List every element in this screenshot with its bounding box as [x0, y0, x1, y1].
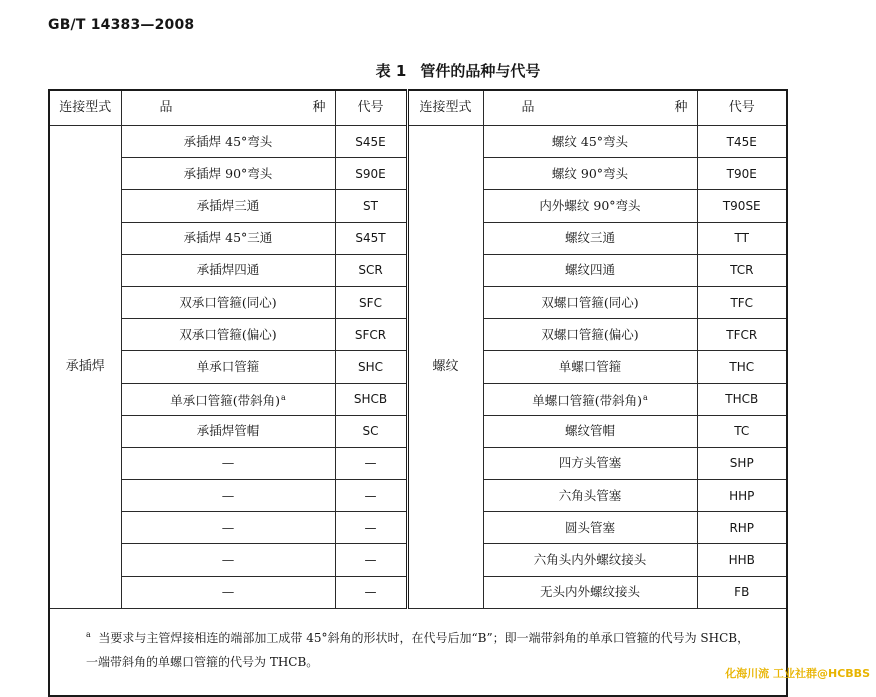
variety-code-right: RHP — [697, 512, 787, 544]
table-title-text: 管件的品种与代号 — [420, 62, 541, 80]
footnote-mark: a — [86, 629, 91, 639]
variety-code-right: HHP — [697, 480, 787, 512]
variety-name-text: 承插焊 90°弯头 — [183, 165, 273, 181]
variety-code-right: FB — [697, 576, 787, 608]
footnote-text: 当要求与主管焊接相连的端部加工成带 45°斜角的形状时，在代号后加“B”；即一端带斜角的单承口管箍的代号为 SHCB，一端带斜角的单螺口管箍的代号为 THCB。 — [86, 630, 750, 669]
table-header-row — [49, 90, 787, 126]
variety-name-right — [483, 383, 697, 415]
variety-code-right: T90SE — [697, 190, 787, 222]
variety-code-right: TCR — [697, 254, 787, 286]
variety-name — [121, 254, 335, 286]
variety-name-text: 螺纹四通 — [564, 262, 615, 278]
variety-name-text: 承插焊管帽 — [196, 423, 260, 439]
footnote-ref: a — [642, 392, 648, 402]
variety-code: — — [335, 576, 407, 608]
variety-code-right: TT — [697, 222, 787, 254]
variety-name — [121, 286, 335, 318]
variety-name-right — [483, 447, 697, 479]
variety-name-text: 双螺口管箍(偏心) — [541, 326, 639, 342]
variety-name-text: — — [221, 519, 235, 535]
variety-name-text: 螺纹 45°弯头 — [551, 133, 629, 149]
footnote — [49, 608, 787, 696]
variety-name-text: — — [221, 552, 235, 568]
variety-name — [121, 512, 335, 544]
variety-name-text: 双螺口管箍(同心) — [541, 294, 639, 310]
variety-name — [121, 158, 335, 190]
variety-name-text: 六角头管塞 — [558, 487, 622, 503]
variety-code: SC — [335, 415, 407, 447]
variety-code: SHC — [335, 351, 407, 383]
variety-name-text: 双承口管箍(同心) — [179, 294, 277, 310]
variety-name — [121, 319, 335, 351]
variety-name-right — [483, 126, 697, 158]
variety-name-text: 无头内外螺纹接头 — [539, 584, 640, 600]
col-head-code: 代号 — [335, 90, 407, 126]
variety-code: SCR — [335, 254, 407, 286]
variety-name-text: 单螺口管箍(带斜角) — [532, 392, 642, 408]
standard-code: GB/T 14383—2008 — [48, 17, 195, 33]
variety-name — [121, 415, 335, 447]
variety-name-text: 四方头管塞 — [558, 455, 622, 471]
variety-name-text: 单承口管箍(带斜角) — [170, 392, 280, 408]
watermark: 化海川流 工业社群@HCBBS — [725, 667, 870, 680]
variety-code: — — [335, 480, 407, 512]
variety-name-text: 承插焊三通 — [196, 197, 260, 213]
col-head-variety-right: 品 种 — [483, 90, 697, 126]
variety-name-right — [483, 576, 697, 608]
variety-name-text: — — [221, 584, 235, 600]
variety-name-text: 螺纹 90°弯头 — [551, 165, 629, 181]
variety-name-right — [483, 319, 697, 351]
variety-name-right — [483, 512, 697, 544]
col-head-connection-right: 连接型式 — [407, 90, 483, 126]
variety-name — [121, 480, 335, 512]
table-title — [0, 60, 876, 81]
variety-name-text: 内外螺纹 90°弯头 — [539, 197, 641, 213]
variety-name — [121, 576, 335, 608]
variety-name-text: 双承口管箍(偏心) — [179, 326, 277, 342]
table-number: 表 1 — [375, 62, 407, 80]
variety-name-text: 六角头内外螺纹接头 — [533, 552, 647, 568]
variety-name — [121, 544, 335, 576]
col-head-connection: 连接型式 — [49, 90, 121, 126]
variety-name — [121, 383, 335, 415]
variety-code-right: TC — [697, 415, 787, 447]
variety-name-text: 单螺口管箍 — [558, 358, 622, 374]
variety-name-text: 单承口管箍 — [196, 358, 260, 374]
footnote-ref: a — [280, 392, 286, 402]
variety-name — [121, 126, 335, 158]
variety-name — [121, 222, 335, 254]
group-label-left: 承插焊 — [49, 126, 121, 609]
footnote-row — [49, 608, 787, 696]
variety-name-text: — — [221, 487, 235, 503]
variety-name — [121, 351, 335, 383]
table-row — [49, 126, 787, 158]
variety-code: S45E — [335, 126, 407, 158]
variety-name-right — [483, 254, 697, 286]
variety-code-right: THC — [697, 351, 787, 383]
variety-name-right — [483, 544, 697, 576]
variety-code: SFC — [335, 286, 407, 318]
group-label-right: 螺纹 — [407, 126, 483, 609]
variety-name-right — [483, 351, 697, 383]
variety-name-text: 承插焊四通 — [196, 262, 260, 278]
variety-name-right — [483, 190, 697, 222]
variety-code-right: T45E — [697, 126, 787, 158]
variety-code: S45T — [335, 222, 407, 254]
variety-code: SHCB — [335, 383, 407, 415]
variety-code-right: TFCR — [697, 319, 787, 351]
variety-name-text: 圆头管塞 — [564, 519, 615, 535]
variety-name-text: 螺纹管帽 — [564, 423, 615, 439]
fittings-table — [48, 89, 788, 697]
variety-name-right — [483, 415, 697, 447]
variety-name-right — [483, 286, 697, 318]
variety-code: S90E — [335, 158, 407, 190]
variety-name-text: — — [221, 455, 235, 471]
col-head-variety: 品 种 — [121, 90, 335, 126]
variety-code: — — [335, 512, 407, 544]
variety-code: — — [335, 447, 407, 479]
variety-code: SFCR — [335, 319, 407, 351]
variety-name-right — [483, 222, 697, 254]
variety-name — [121, 190, 335, 222]
variety-code-right: SHP — [697, 447, 787, 479]
variety-code-right: T90E — [697, 158, 787, 190]
variety-name-right — [483, 480, 697, 512]
variety-name-text: 承插焊 45°弯头 — [183, 133, 273, 149]
variety-code: — — [335, 544, 407, 576]
variety-code-right: THCB — [697, 383, 787, 415]
variety-code-right: TFC — [697, 286, 787, 318]
col-head-code-right: 代号 — [697, 90, 787, 126]
variety-name-text: 承插焊 45°三通 — [183, 230, 273, 246]
variety-name-text: 螺纹三通 — [564, 230, 615, 246]
variety-code-right: HHB — [697, 544, 787, 576]
variety-name — [121, 447, 335, 479]
variety-code: ST — [335, 190, 407, 222]
variety-name-right — [483, 158, 697, 190]
